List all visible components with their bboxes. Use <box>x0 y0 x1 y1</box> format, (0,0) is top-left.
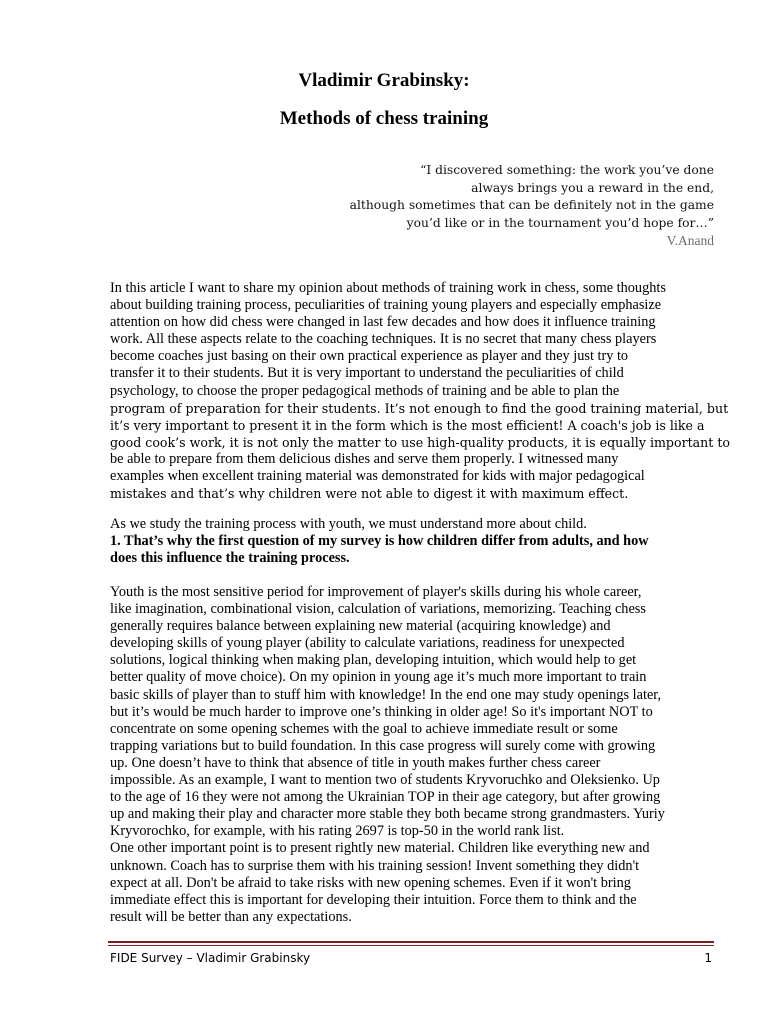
text-line: attention on how did chess were changed in last few decades and how does it influence training <box>110 314 656 331</box>
epigraph-author: V.Anand <box>666 233 714 248</box>
text-line: it’s very important to present it in the form which is the most efficient! A coach's job is like a <box>110 417 705 433</box>
text-line: like imagination, combinational vision, calculation of variations, memorizing. Teaching chess <box>110 601 646 618</box>
text-line: One other important point is to present rightly new material. Children like everything new and <box>110 840 650 857</box>
text-line: become coaches just basing on their own practical experience as player and they just try to <box>110 348 629 365</box>
document-title-author: Vladimir Grabinsky: <box>298 70 470 91</box>
paragraph-question-1 <box>110 516 712 567</box>
epigraph-line: although sometimes that can be definitely not in the game <box>349 198 714 212</box>
text-line: impossible. As an example, I want to mention two of students Kryvoruchko and Oleksienko. Up <box>110 772 660 789</box>
text-line: about building training process, peculiarities of training young players and especially emphasize <box>110 297 662 314</box>
document-title: Methods of chess training <box>279 108 489 129</box>
text-line: unknown. Coach has to surprise them with his training session! Invent something they didn't <box>110 857 640 874</box>
footer-title: FIDE Survey – Vladimir Grabinsky <box>110 951 311 965</box>
survey-question: 1. That’s why the first question of my survey is how children differ from adults, and how <box>110 533 649 550</box>
text-line: program of preparation for their students. It’s not enough to find the good training material, but <box>110 400 729 416</box>
text-line: psychology, to choose the proper pedagogical methods of training and be able to plan the <box>110 382 620 399</box>
text-line: to the age of 16 they were not among the Ukrainian TOP in their age category, but after growing <box>110 789 661 806</box>
text-line: good cook’s work, it is not only the matter to use high-quality products, it is equally important to <box>110 434 730 450</box>
text-line: generally requires balance between explaining new material (acquiring knowledge) and <box>110 618 611 635</box>
text-line: result will be better than any expectations. <box>110 908 352 925</box>
text-line: expect at all. Don't be afraid to take risks with new opening schemes. Even if it won't bring <box>110 874 631 891</box>
text-line: be able to prepare from them delicious dishes and serve them properly. I witnessed many <box>110 450 619 467</box>
text-line: solutions, logical thinking when making plan, developing intuition, which would help to get <box>110 652 637 669</box>
text-line: Youth is the most sensitive period for improvement of player's skills during his whole career, <box>110 584 642 600</box>
footer-divider <box>108 941 714 943</box>
paragraph-intro <box>110 280 730 502</box>
text-line: transfer it to their students. But it is very important to understand the peculiarities of child <box>110 365 624 382</box>
epigraph-line: you’d like or in the tournament you’d hope for…” <box>406 215 714 230</box>
text-line: trapping variations but to build foundation. In this case progress will surely come with growing <box>110 737 656 754</box>
text-line: Kryvorochko, for example, with his rating 2697 is top-50 in the world rank list. <box>110 823 565 840</box>
text-line: up. One doesn’t have to think that absence of title in youth makes further chess career <box>110 754 601 771</box>
text-line: concentrate on some opening schemes with the goal to achieve immediate result or some <box>110 720 618 737</box>
paragraph-youth <box>110 584 712 926</box>
text-line: basic skills of player than to stuff him with knowledge! In the end one may study openings later, <box>110 686 662 703</box>
text-line: better quality of move choice). On my opinion in young age it’s much more important to train <box>110 669 647 686</box>
epigraph-quote <box>294 162 714 250</box>
text-line: examples when excellent training material was demonstrated for kids with major pedagogical <box>110 468 645 485</box>
text-line: but it’s would be much harder to improve one’s thinking in older age! So it's important NOT to <box>110 703 653 720</box>
footer-divider-thin <box>108 945 714 946</box>
text-line: As we study the training process with youth, we must understand more about child. <box>110 516 587 532</box>
text-line: mistakes and that’s why children were not able to digest it with maximum effect. <box>110 486 629 502</box>
survey-question: does this influence the training process. <box>110 550 350 567</box>
epigraph-line: “I discovered something: the work you’ve done <box>420 163 714 177</box>
text-line: up and making their play and character more stable they both became strong grandmasters. Yuriy <box>110 806 665 823</box>
page-number: 1 <box>704 951 712 965</box>
text-line: work. All these aspects relate to the coaching techniques. It is no secret that many chess players <box>110 331 657 348</box>
text-line: developing skills of young player (ability to calculate variations, readiness for unexpected <box>110 635 625 652</box>
text-line: In this article I want to share my opinion about methods of training work in chess, some thoughts <box>110 280 666 296</box>
epigraph-line: always brings you a reward in the end, <box>471 180 714 195</box>
text-line: immediate effect this is important for developing their intuition. Force them to think and the <box>110 891 637 908</box>
